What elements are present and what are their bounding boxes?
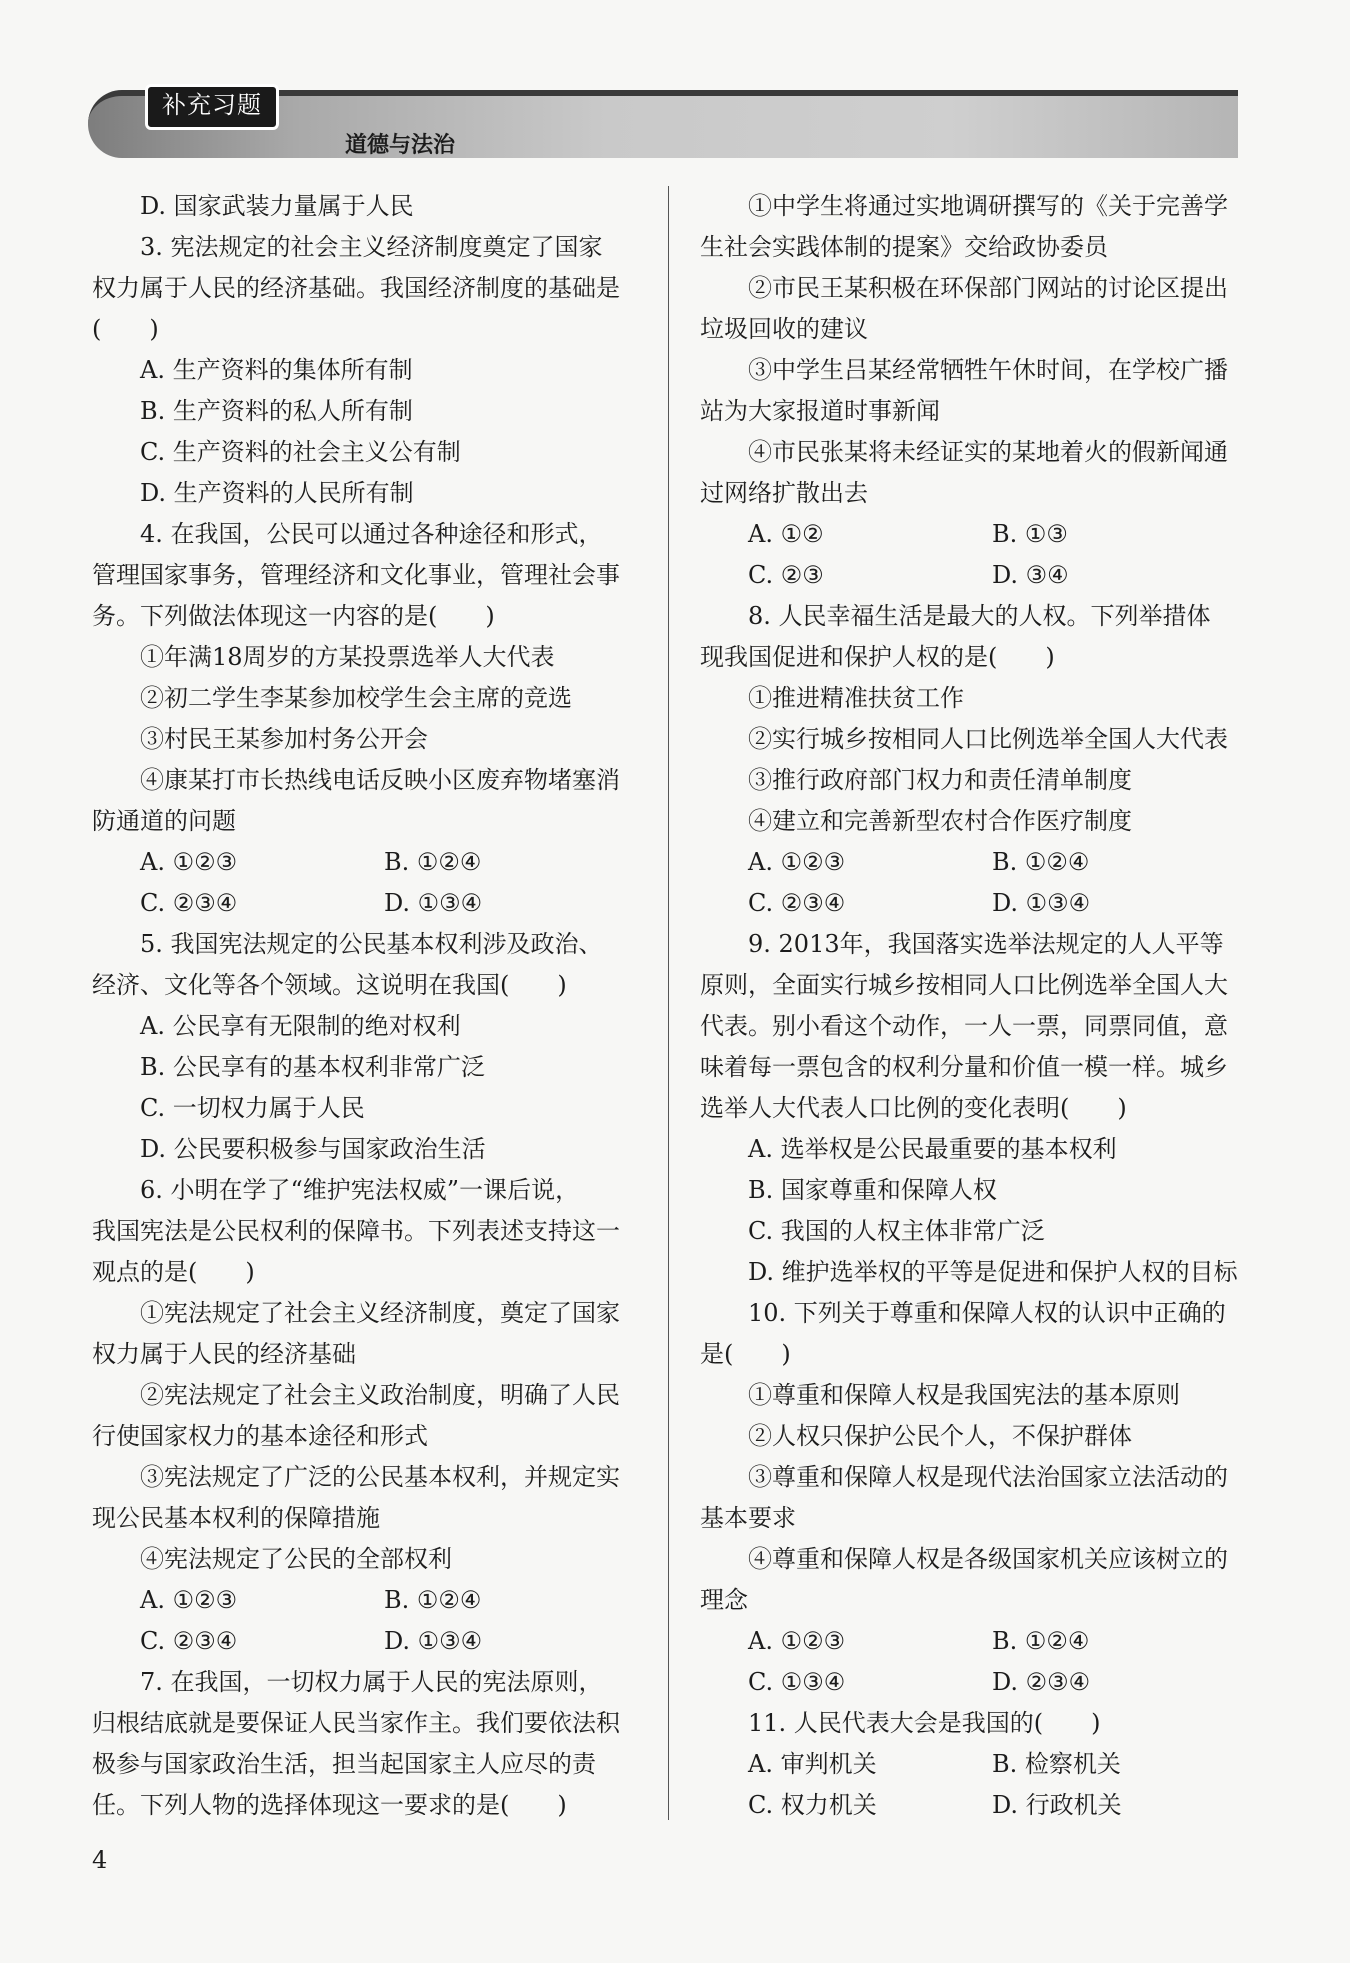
- answer-option: B. ①②④: [992, 848, 1090, 876]
- statement-item: 行使国家权力的基本途径和形式: [92, 1422, 428, 1450]
- answer-option: D. 行政机关: [992, 1791, 1122, 1819]
- section-tag: 补充习题: [145, 84, 279, 130]
- answer-option: C. ②③④: [140, 889, 238, 917]
- answer-option-row: [700, 1662, 1248, 1703]
- answer-option: A. ①②③: [748, 1627, 846, 1655]
- statement-item: ②实行城乡按相同人口比例选举全国人大代表: [748, 725, 1228, 753]
- question-line: 极参与国家政治生活，担当起国家主人应尽的责: [92, 1750, 596, 1778]
- answer-option: D. ②③④: [992, 1668, 1091, 1696]
- question-line: 观点的是( ): [92, 1258, 255, 1286]
- statement-item: ④建立和完善新型农村合作医疗制度: [748, 807, 1132, 835]
- statement-item: ③尊重和保障人权是现代法治国家立法活动的: [748, 1463, 1228, 1491]
- answer-option-row: [92, 883, 640, 924]
- answer-option: A. 公民享有无限制的绝对权利: [140, 1012, 461, 1040]
- question-line: 3. 宪法规定的社会主义经济制度奠定了国家: [140, 233, 603, 261]
- answer-option: D. ①③④: [384, 889, 483, 917]
- statement-item: ④尊重和保障人权是各级国家机关应该树立的: [748, 1545, 1228, 1573]
- answer-option: C. ②③: [748, 561, 824, 589]
- statement-item: ①宪法规定了社会主义经济制度，奠定了国家: [140, 1299, 620, 1327]
- question-line: 11. 人民代表大会是我国的( ): [748, 1709, 1101, 1737]
- answer-option-row: [700, 1744, 1248, 1785]
- statement-item: ③村民王某参加村务公开会: [140, 725, 428, 753]
- statement-item: 站为大家报道时事新闻: [700, 397, 940, 425]
- statement-item: ①推进精准扶贫工作: [748, 684, 964, 712]
- answer-option: A. 生产资料的集体所有制: [140, 356, 413, 384]
- answer-option: B. 国家尊重和保障人权: [748, 1176, 997, 1204]
- statement-item: 生社会实践体制的提案》交给政协委员: [700, 233, 1108, 261]
- statement-item: ②初二学生李某参加校学生会主席的竞选: [140, 684, 572, 712]
- statement-item: ④宪法规定了公民的全部权利: [140, 1545, 452, 1573]
- question-line: 4. 在我国，公民可以通过各种途径和形式，: [140, 520, 603, 548]
- answer-option: D. 公民要积极参与国家政治生活: [140, 1135, 486, 1163]
- statement-item: ①年满18周岁的方某投票选举人大代表: [140, 643, 555, 671]
- statement-item: ③中学生吕某经常牺牲午休时间，在学校广播: [748, 356, 1228, 384]
- answer-option: B. ①②④: [384, 848, 482, 876]
- question-line: 5. 我国宪法规定的公民基本权利涉及政治、: [140, 930, 603, 958]
- question-line: 原则，全面实行城乡按相同人口比例选举全国人大: [700, 971, 1228, 999]
- answer-option-row: [700, 555, 1248, 596]
- answer-option: C. ②③④: [748, 889, 846, 917]
- answer-option-row: [92, 1580, 640, 1621]
- answer-option: C. 我国的人权主体非常广泛: [748, 1217, 1045, 1245]
- question-line: 现我国促进和保护人权的是( ): [700, 643, 1055, 671]
- answer-option: B. 检察机关: [992, 1750, 1121, 1778]
- statement-item: ②人权只保护公民个人，不保护群体: [748, 1422, 1132, 1450]
- question-line: 经济、文化等各个领域。这说明在我国( ): [92, 971, 567, 999]
- answer-option: B. 生产资料的私人所有制: [140, 397, 413, 425]
- statement-item: ③宪法规定了广泛的公民基本权利，并规定实: [140, 1463, 620, 1491]
- answer-option: B. ①③: [992, 520, 1068, 548]
- answer-option: C. 一切权力属于人民: [140, 1094, 365, 1122]
- answer-option: A. ①②③: [140, 1586, 238, 1614]
- question-line: 10. 下列关于尊重和保障人权的认识中正确的: [748, 1299, 1226, 1327]
- answer-option: A. 审判机关: [748, 1750, 877, 1778]
- right-column: [700, 186, 1248, 1826]
- statement-item: ④市民张某将未经证实的某地着火的假新闻通: [748, 438, 1228, 466]
- answer-option: C. 权力机关: [748, 1791, 877, 1819]
- subject-title: 道德与法治: [345, 133, 456, 158]
- answer-option: D. ①③④: [992, 889, 1091, 917]
- statement-item: 过网络扩散出去: [700, 479, 868, 507]
- answer-option: C. 生产资料的社会主义公有制: [140, 438, 461, 466]
- question-line: 归根结底就是要保证人民当家作主。我们要依法积: [92, 1709, 620, 1737]
- answer-option: D. 生产资料的人民所有制: [140, 479, 414, 507]
- answer-option: D. ①③④: [384, 1627, 483, 1655]
- question-line: 权力属于人民的经济基础。我国经济制度的基础是: [92, 274, 620, 302]
- question-line: 味着每一票包含的权利分量和价值一模一样。城乡: [700, 1053, 1228, 1081]
- question-line: 任。下列人物的选择体现这一要求的是( ): [92, 1791, 567, 1819]
- question-line: 6. 小明在学了“维护宪法权威”一课后说，: [140, 1176, 580, 1204]
- statement-item: ①尊重和保障人权是我国宪法的基本原则: [748, 1381, 1180, 1409]
- question-line: 我国宪法是公民权利的保障书。下列表述支持这一: [92, 1217, 620, 1245]
- answer-option: A. 选举权是公民最重要的基本权利: [748, 1135, 1117, 1163]
- answer-option: B. ①②④: [384, 1586, 482, 1614]
- answer-option-row: [700, 842, 1248, 883]
- statement-item: 权力属于人民的经济基础: [92, 1340, 356, 1368]
- question-line: 代表。别小看这个动作，一人一票，同票同值，意: [700, 1012, 1228, 1040]
- left-column: [92, 186, 640, 1826]
- statement-item: 理念: [700, 1586, 748, 1614]
- answer-option: A. ①②③: [140, 848, 238, 876]
- answer-option: D. 维护选举权的平等是促进和保护人权的目标: [748, 1258, 1238, 1286]
- page-number: 4: [92, 1846, 108, 1874]
- answer-option-row: [700, 514, 1248, 555]
- answer-option: B. 公民享有的基本权利非常广泛: [140, 1053, 485, 1081]
- question-line: 务。下列做法体现这一内容的是( ): [92, 602, 495, 630]
- statement-item: 现公民基本权利的保障措施: [92, 1504, 380, 1532]
- answer-option: D. ③④: [992, 561, 1069, 589]
- answer-option-row: [92, 842, 640, 883]
- question-line: 管理国家事务，管理经济和文化事业，管理社会事: [92, 561, 620, 589]
- question-line: 选举人大代表人口比例的变化表明( ): [700, 1094, 1127, 1122]
- column-divider: [668, 186, 669, 1820]
- answer-option-row: [700, 1621, 1248, 1662]
- question-line: 8. 人民幸福生活是最大的人权。下列举措体: [748, 602, 1211, 630]
- statement-item: ②市民王某积极在环保部门网站的讨论区提出: [748, 274, 1228, 302]
- statement-item: ①中学生将通过实地调研撰写的《关于完善学: [748, 192, 1228, 220]
- statement-item: 基本要求: [700, 1504, 796, 1532]
- statement-item: ②宪法规定了社会主义政治制度，明确了人民: [140, 1381, 620, 1409]
- question-line: 7. 在我国，一切权力属于人民的宪法原则，: [140, 1668, 603, 1696]
- answer-option: C. ②③④: [140, 1627, 238, 1655]
- answer-option: A. ①②: [748, 520, 824, 548]
- answer-option-row: [700, 883, 1248, 924]
- statement-item: ③推行政府部门权力和责任清单制度: [748, 766, 1132, 794]
- question-line: 9. 2013年，我国落实选举法规定的人人平等: [748, 930, 1224, 958]
- answer-option-row: [700, 1785, 1248, 1826]
- statement-item: ④康某打市长热线电话反映小区废弃物堵塞消: [140, 766, 620, 794]
- answer-option: A. ①②③: [748, 848, 846, 876]
- statement-item: 垃圾回收的建议: [700, 315, 868, 343]
- answer-option: B. ①②④: [992, 1627, 1090, 1655]
- question-line: ( ): [92, 315, 159, 343]
- answer-option-row: [92, 1621, 640, 1662]
- question-line: D. 国家武装力量属于人民: [140, 192, 414, 220]
- statement-item: 防通道的问题: [92, 807, 236, 835]
- question-line: 是( ): [700, 1340, 791, 1368]
- answer-option: C. ①③④: [748, 1668, 846, 1696]
